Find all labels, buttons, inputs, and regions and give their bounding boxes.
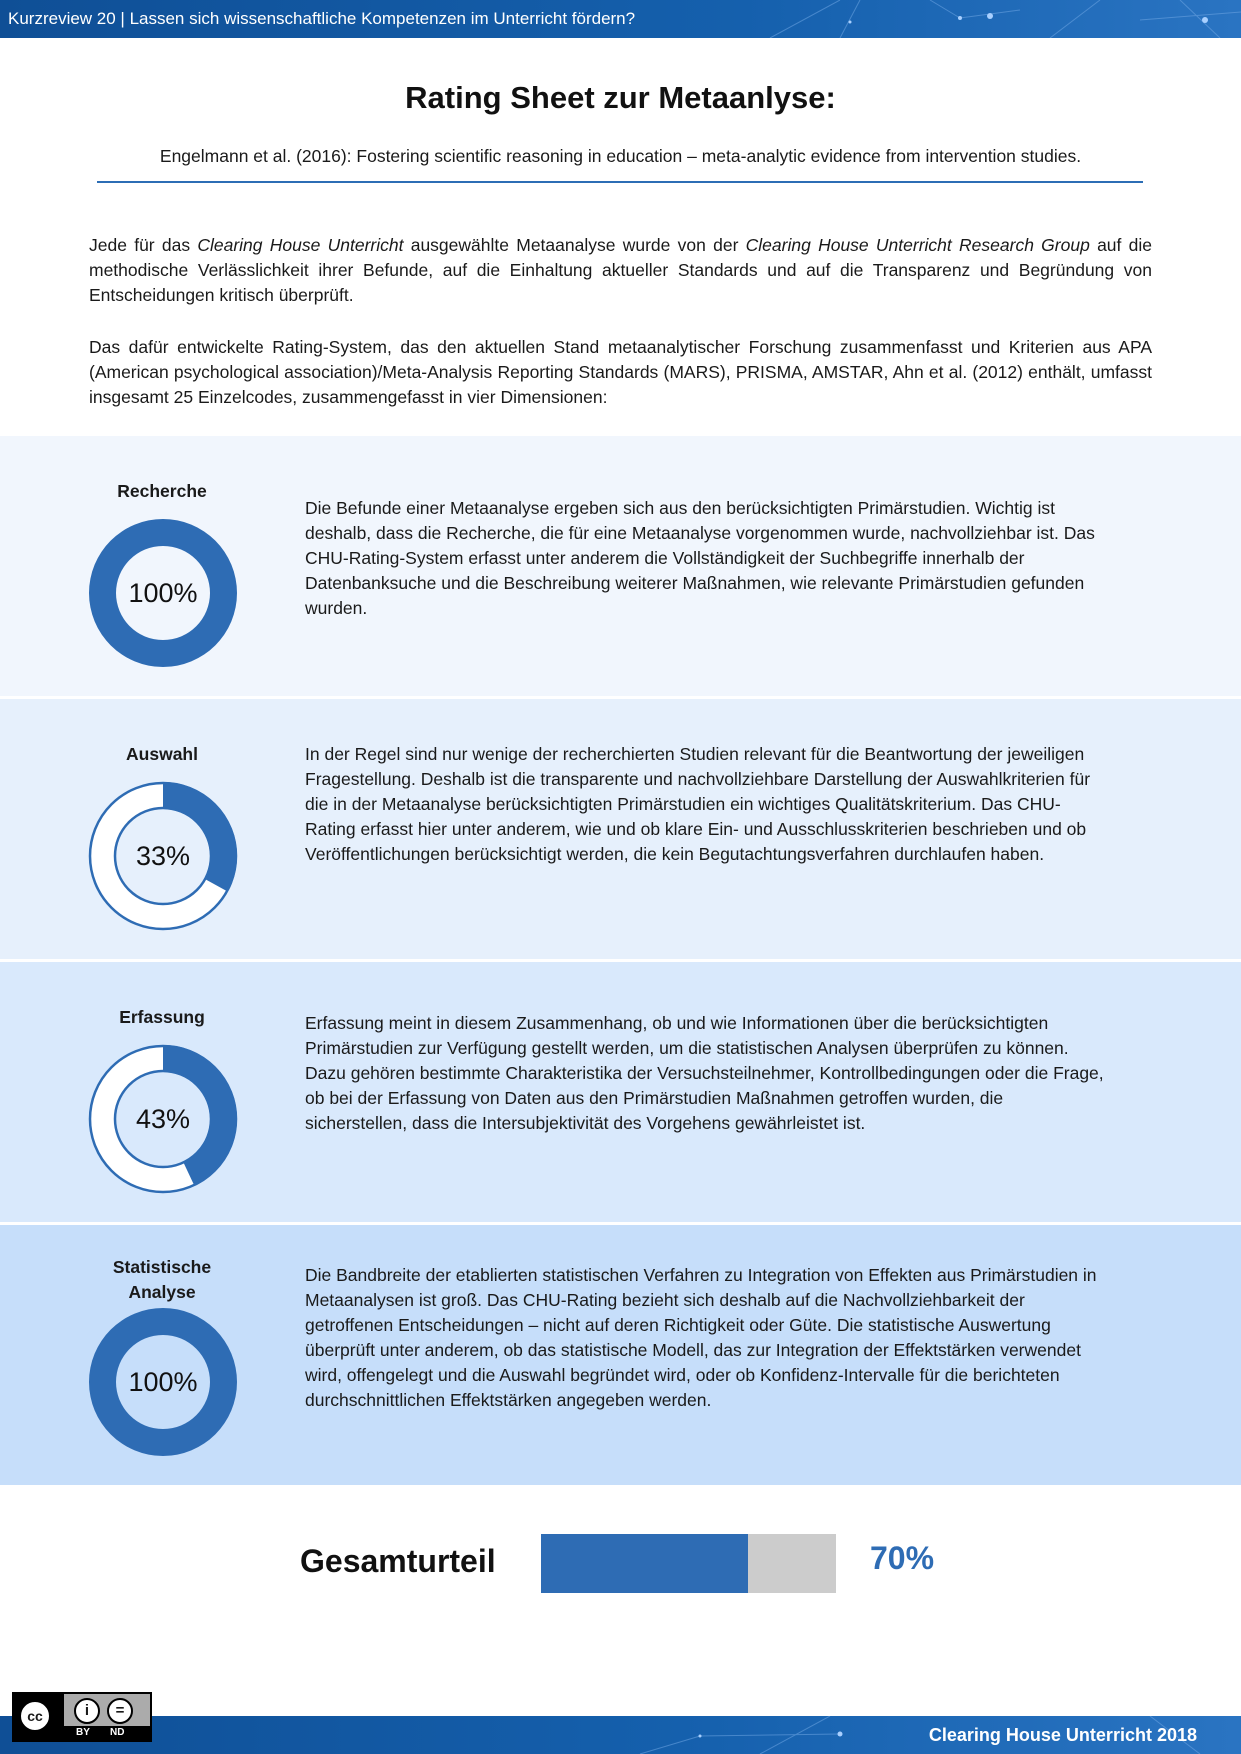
- donut-value: 100%: [128, 1367, 198, 1397]
- section-label: Auswahl: [126, 744, 198, 764]
- title-divider: [97, 181, 1143, 183]
- section-auswahl: [0, 699, 1241, 959]
- section-description: Die Befunde einer Metaanalyse ergeben sich aus den berücksichtigten Primärstudien. Wichtig ist deshalb, dass die Recherche, die für eine Metaanalyse vorgenommen wurde, nachvollziehbar ist. Das CHU-Rating-System erfasst unter anderem die Vollständigkeit der Suchbegriffe innerhalb der Datenbanksuche und die Beschreibung weiterer Maßnahmen, wie relevante Primärstudien gefunden wurden.: [305, 498, 1095, 618]
- section-erfassung: [0, 962, 1241, 1222]
- overall-label: Gesamturteil: [300, 1543, 496, 1579]
- intro-paragraph-2: Das dafür entwickelte Rating-System, das den aktuellen Stand metaanalytischer Forschung zusammenfasst und Kriterien aus APA (American psychological association)/Meta-Analysis Reporting Standards (MARS), PRISMA, AMSTAR, Ahn et al. (2012) enthält, umfasst insgesamt 25 Einzelcodes, zusammengefasst in vier Dimensionen:: [89, 337, 1152, 407]
- donut-value: 33%: [135, 841, 191, 871]
- license-strip: [64, 1726, 150, 1740]
- section-description: Die Bandbreite der etablierten statistischen Verfahren zu Integration von Effekten aus Primärstudien in Metaanalysen ist groß. Das CHU-Rating bezieht sich deshalb auf die Nachvollziehbarkeit der getroffenen Entscheidungen – nicht auf deren Richtigkeit oder Güte. Die statistische Auswertung überprüft unter anderem, ob das statistische Modell, das zur Integration der Effektstärken verwendet wird, offengelegt und die Auswahl begründet wird, oder ob Konfidenz-Intervalle für die berichteten durchschnittlichen Effektstärken angegeben werden.: [305, 1265, 1097, 1410]
- creative-commons-by-nd-icon: [12, 1692, 152, 1742]
- section-label: Recherche: [117, 481, 207, 501]
- section-label: Statistische Analyse: [112, 1257, 212, 1302]
- page-title: Rating Sheet zur Metaanlyse:: [405, 80, 836, 115]
- donut-chart: [87, 780, 239, 932]
- donut-value: 43%: [135, 1104, 191, 1134]
- overall-progress-bar: [541, 1534, 836, 1593]
- footer-bar: [0, 1716, 1241, 1754]
- section-label: Erfassung: [119, 1007, 205, 1027]
- section-recherche: [0, 436, 1241, 696]
- license-by-label: BY: [76, 1727, 90, 1738]
- donut-chart: [87, 1043, 239, 1195]
- donut-chart: [87, 517, 239, 669]
- cc-icon: cc: [18, 1699, 52, 1733]
- license-nd-label: ND: [110, 1727, 125, 1738]
- overall-progress-fill: [541, 1534, 748, 1593]
- cc-badge-left: [14, 1694, 64, 1740]
- donut-value: 100%: [128, 578, 198, 608]
- donut-chart: [87, 1306, 239, 1458]
- header-title: Kurzreview 20 | Lassen sich wissenschaftliche Kompetenzen im Unterricht fördern?: [8, 9, 636, 28]
- intro-paragraph-1: Jede für das Clearing House Unterricht ausgewählte Metaanalyse wurde von der Clearing House Unterricht Research Group auf die methodische Verlässlichkeit ihrer Befunde, auf die Einhaltung aktueller Standards und auf die Transparenz und Begründung von Entscheidungen kritisch überprüft.: [89, 235, 1152, 305]
- attribution-icon: i: [74, 1698, 100, 1724]
- section-description: In der Regel sind nur wenige der recherchierten Studien relevant für die Beantwortung der jeweiligen Fragestellung. Deshalb ist die transparente und nachvollziehbare Darstellung der Auswahlkriterien für die in der Metaanalyse berücksichtigten Primärstudien ein wichtiges Qualitätskriterium. Das CHU-Rating erfasst hier unter anderem, wie und ob klare Ein- und Ausschlusskriterien beschrieben und ob Veröffentlichungen berücksichtigt werden, die kein Begutachtungsverfahren durchlaufen haben.: [305, 744, 1091, 864]
- overall-value: 70%: [870, 1540, 935, 1576]
- footer-text: Clearing House Unterricht 2018: [928, 1725, 1197, 1745]
- no-derivatives-icon: =: [107, 1698, 133, 1724]
- section-description: Erfassung meint in diesem Zusammenhang, ob und wie Informationen über die berücksichtigten Primärstudien zur Verfügung gestellt werden, um die statistischen Analysen überprüfen zu können. Dazu gehören bestimmte Charakteristika der Versuchsteilnehmer, Kontrollbedingungen oder die Frage, ob bei der Erfassung von Daten aus den Primärstudien Maßnahmen getroffen wurden, die sicherstellen, dass die Intersubjektivität des Vorgehens gewährleistet ist.: [305, 1013, 1104, 1133]
- citation: Engelmann et al. (2016): Fostering scientific reasoning in education – meta-analytic evidence from intervention studies.: [159, 146, 1082, 166]
- header-bar: [0, 0, 1241, 38]
- section-statistische-analyse: [0, 1225, 1241, 1485]
